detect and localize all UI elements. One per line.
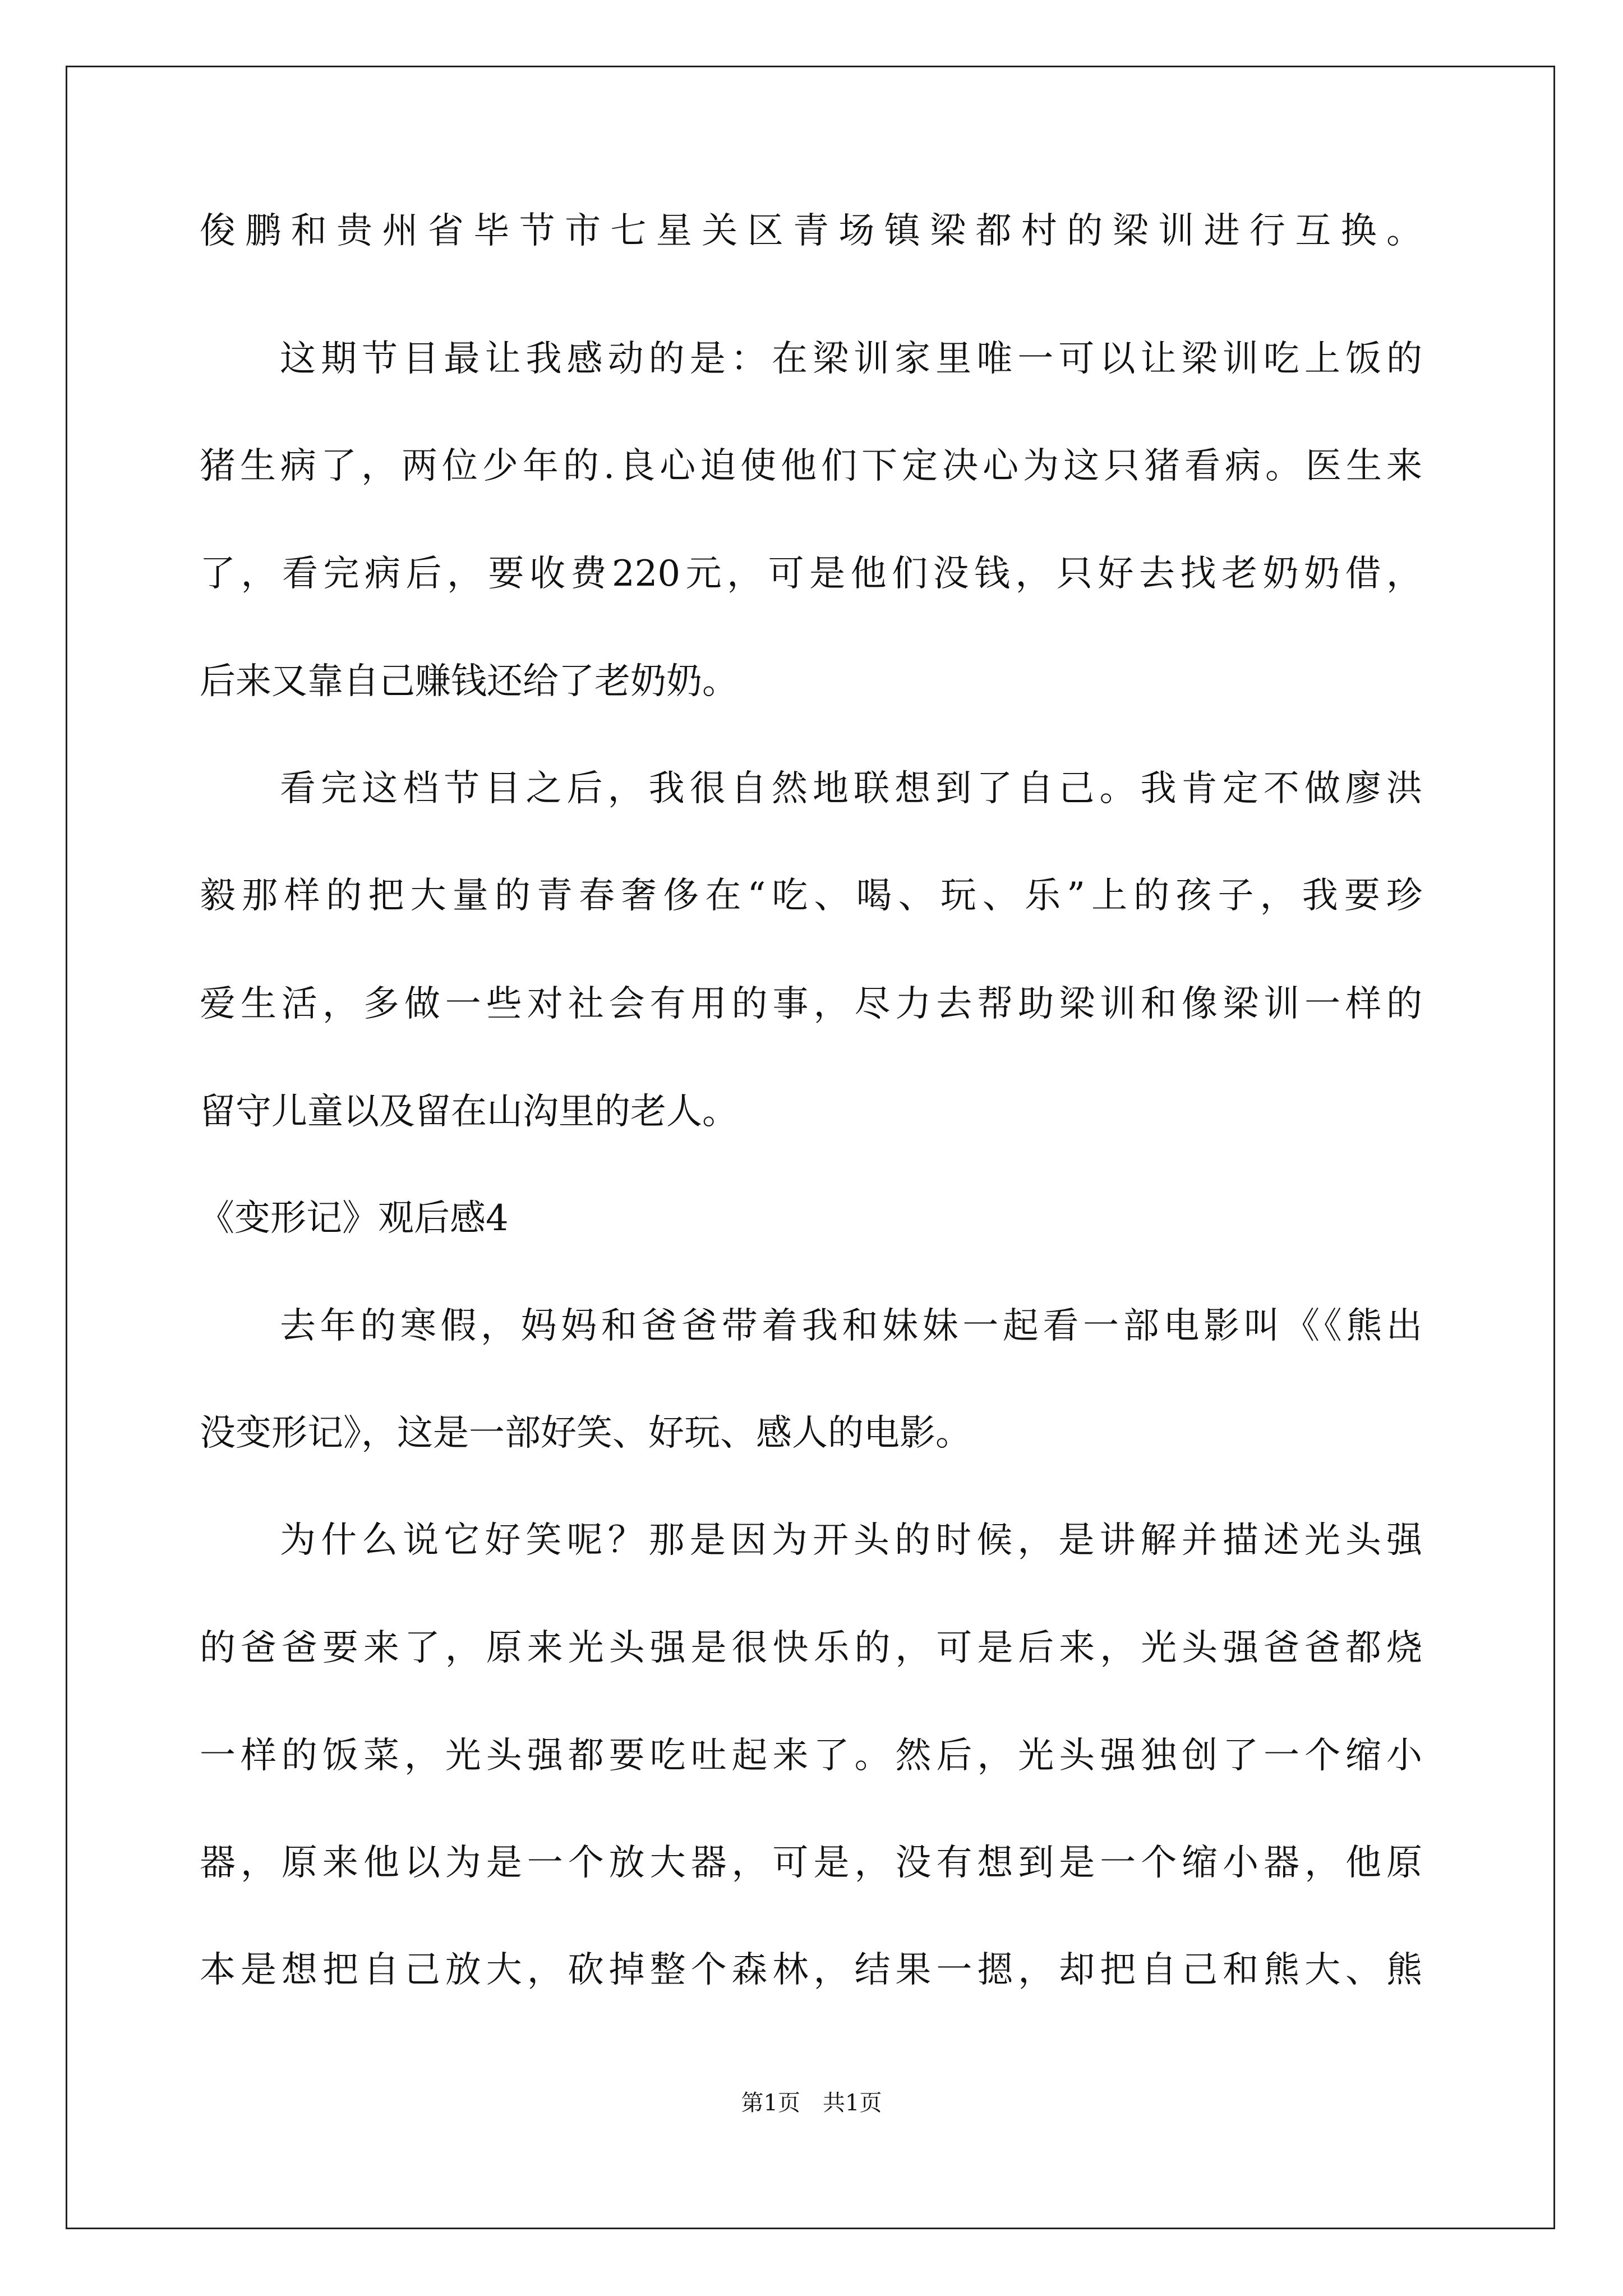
text-line: 毅那样的把大量的青春奢侈在“吃、喝、玩、乐”上的孩子，我要珍 bbox=[200, 875, 1422, 917]
text-line: 俊鹏和贵州省毕节市七星关区青场镇梁都村的梁训进行互换。 bbox=[200, 210, 1422, 252]
text-line: 留守儿童以及留在山沟里的老人。 bbox=[200, 1091, 738, 1133]
text-line: 没变形记》，这是一部好笑、好玩、感人的电影。 bbox=[200, 1412, 971, 1454]
text-line: 器，原来他以为是一个放大器，可是，没有想到是一个缩小器，他原 bbox=[200, 1842, 1422, 1884]
text-line: 这期节目最让我感动的是：在梁训家里唯一可以让梁训吃上饭的 bbox=[280, 338, 1422, 380]
text-line: 猪生病了，两位少年的.良心迫使他们下定决心为这只猪看病。医生来 bbox=[200, 445, 1422, 487]
text-line: 后来又靠自己赚钱还给了老奶奶。 bbox=[200, 661, 738, 702]
text-line: 本是想把自己放大，砍掉整个森林，结果一摁，却把自己和熊大、熊 bbox=[200, 1949, 1422, 1991]
text-line: 为什么说它好笑呢？那是因为开头的时候，是讲解并描述光头强 bbox=[280, 1520, 1422, 1561]
page-number-footer: 第1页 共1页 bbox=[741, 2090, 882, 2116]
section-heading: 《变形记》观后感4 bbox=[199, 1198, 509, 1239]
text-line: 了，看完病后，要收费220元，可是他们没钱，只好去找老奶奶借， bbox=[200, 553, 1422, 595]
text-line: 爱生活，多做一些对社会有用的事，尽力去帮助梁训和像梁训一样的 bbox=[200, 983, 1422, 1025]
text-line: 一样的饭菜，光头强都要吃吐起来了。然后，光头强独创了一个缩小 bbox=[200, 1735, 1422, 1777]
page-border bbox=[66, 66, 1555, 2229]
text-line: 看完这档节目之后，我很自然地联想到了自己。我肯定不做廖洪 bbox=[280, 768, 1422, 809]
text-line: 去年的寒假，妈妈和爸爸带着我和妹妹一起看一部电影叫《《熊出 bbox=[280, 1305, 1422, 1347]
text-line: 的爸爸要来了，原来光头强是很快乐的，可是后来，光头强爸爸都烧 bbox=[200, 1627, 1422, 1669]
